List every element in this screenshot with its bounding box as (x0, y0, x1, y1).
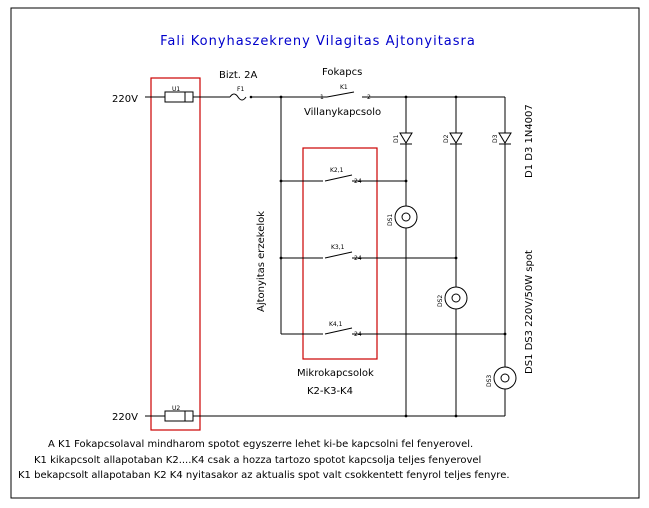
microswitch-k4-ref: K4,1 (329, 321, 343, 328)
junction-node (455, 257, 458, 260)
microswitch-k2-ref: K2,1 (330, 167, 344, 174)
lamp-ds3-ref: DS3 (486, 374, 493, 387)
main-switch-title: Fokapcs (322, 67, 363, 78)
lamp-ds2-ref: DS2 (437, 294, 444, 307)
main-switch-pin-out: 2 (367, 94, 371, 101)
junction-node (504, 333, 507, 336)
main-switch-ref: K1 (340, 84, 348, 91)
microswitch-k3 (281, 244, 456, 262)
connector-u2-label: U2 (172, 405, 181, 412)
note-line-1: A K1 Fokapcsolaval mindharom spotot egyszerre lehet ki-be kapcsolni fel fenyerovel. (48, 439, 474, 450)
lamp-ds2 (437, 287, 467, 309)
diagram-title: Fali Konyhaszekreny Vilagitas Ajtonyitasra (160, 34, 476, 49)
pin-label: 24 (354, 255, 362, 262)
sensor-side-label: Ajtonyitas erzekelok (256, 210, 267, 312)
microswitch-k2 (281, 167, 406, 185)
diode-d3-ref: D3 (492, 134, 499, 143)
note-line-2: K1 kikapcsolt allapotaban K2....K4 csak a hozza tartozo spotot kapcsolja teljes fenyerovel (34, 455, 482, 466)
diode-d2 (443, 133, 462, 144)
main-switch-k1 (304, 67, 381, 118)
lamp-ds1-ref: DS1 (387, 213, 394, 226)
fuse-f1 (219, 70, 258, 100)
diode-d1 (393, 133, 412, 144)
supply-top-label: 220V (112, 94, 138, 105)
lamp-ds3 (486, 367, 516, 389)
connector-u1-label: U1 (172, 86, 181, 93)
drawing-frame (11, 8, 639, 498)
lamp-side-label: DS1 DS3 220V/50W spot (524, 250, 535, 374)
junction-node (405, 180, 408, 183)
diode-d2-ref: D2 (443, 134, 450, 143)
main-switch-pin-in: 1 (320, 94, 324, 101)
microswitch-group-refs: K2-K3-K4 (307, 386, 353, 397)
diode-d3 (492, 133, 511, 144)
pin-label: 24 (354, 178, 362, 185)
diode-side-label: D1 D3 1N4007 (524, 104, 535, 178)
connector-u2 (165, 405, 197, 421)
main-switch-desc: Villanykapcsolo (304, 107, 382, 118)
supply-bottom-label: 220V (112, 412, 138, 423)
diode-d1-ref: D1 (393, 134, 400, 143)
fuse-ref: F1 (237, 86, 245, 93)
note-line-3: K1 bekapcsolt allapotaban K2 K4 nyitasakor az aktualis spot valt csokkentett fenyrol teljes fenyre. (18, 470, 510, 481)
microswitch-k3-ref: K3,1 (331, 244, 345, 251)
terminal-block-outline (151, 78, 200, 430)
fuse-label: Bizt. 2A (219, 70, 258, 81)
connector-u1 (165, 86, 197, 102)
pin-label: 24 (354, 331, 362, 338)
lamp-ds1 (387, 206, 417, 228)
microswitch-group-label: Mikrokapcsolok (297, 368, 374, 379)
microswitch-k4 (281, 321, 505, 338)
